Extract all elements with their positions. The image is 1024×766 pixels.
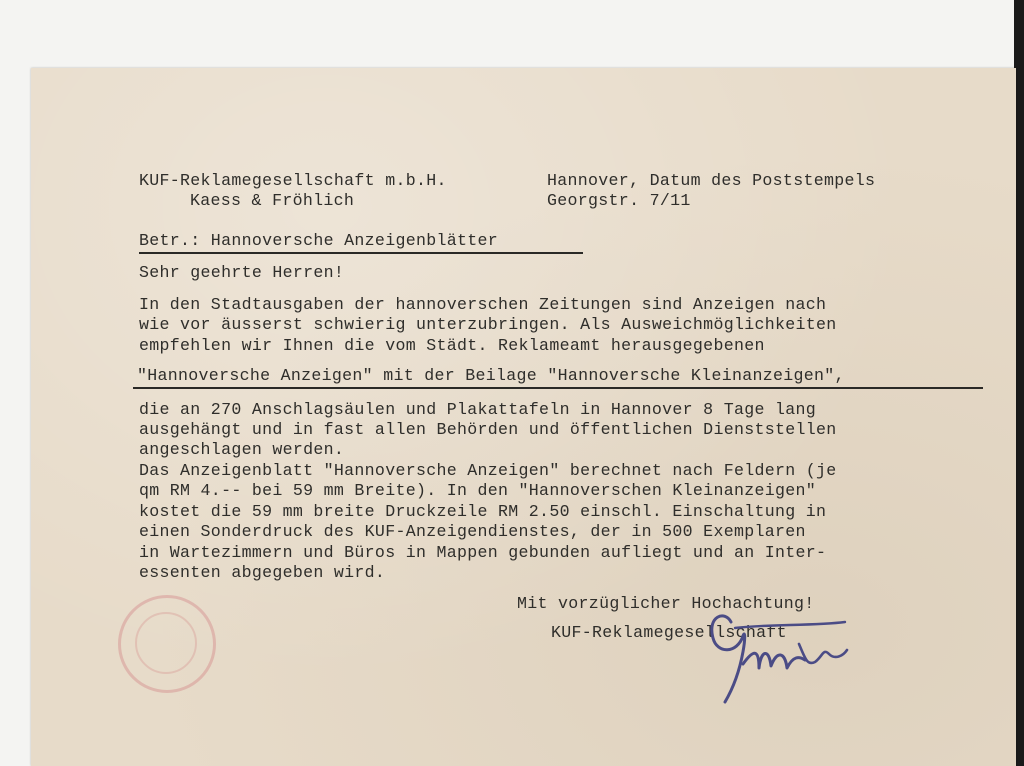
faded-stamp	[118, 595, 216, 693]
body-line: In den Stadtausgaben der hannoverschen Zeitungen sind Anzeigen nach	[139, 295, 827, 314]
body-line: in Wartezimmern und Büros in Mappen gebunden aufliegt und an Inter-	[139, 543, 827, 562]
body-line: qm RM 4.-- bei 59 mm Breite). In den "Hannoverschen Kleinanzeigen"	[139, 481, 817, 500]
place-date-line: Hannover, Datum des Poststempels	[547, 171, 876, 190]
sender-company-line: KUF-Reklamegesellschaft m.b.H.	[139, 171, 447, 190]
body-line: ausgehängt und in fast allen Behörden und öffentlichen Dienststellen	[139, 420, 837, 439]
body-line: empfehlen wir Ihnen die vom Städt. Reklameamt herausgegebenen	[139, 336, 765, 355]
body-line: die an 270 Anschlagsäulen und Plakattafeln in Hannover 8 Tage lang	[139, 400, 817, 419]
closing-phrase: Mit vorzüglicher Hochachtung!	[517, 594, 815, 613]
body-line: essenten abgegeben wird.	[139, 563, 386, 582]
body-line: einen Sonderdruck des KUF-Anzeigendienstes, der in 500 Exemplaren	[139, 522, 806, 541]
salutation: Sehr geehrte Herren!	[139, 263, 345, 282]
body-line: angeschlagen werden.	[139, 440, 345, 459]
highlight-line: "Hannoversche Anzeigen" mit der Beilage "Hannoversche Kleinanzeigen",	[137, 366, 845, 385]
subject-line: Betr.: Hannoversche Anzeigenblätter	[139, 231, 499, 250]
street-address-line: Georgstr. 7/11	[547, 191, 691, 210]
body-line: kostet die 59 mm breite Druckzeile RM 2.50 einschl. Einschaltung in	[139, 502, 827, 521]
sender-owners-line: Kaess & Fröhlich	[190, 191, 355, 210]
body-line: Das Anzeigenblatt "Hannoversche Anzeigen" berechnet nach Feldern (je	[139, 461, 837, 480]
body-line: wie vor äusserst schwierig unterzubringen. Als Ausweichmöglichkeiten	[139, 315, 837, 334]
subject-underline	[139, 252, 583, 254]
signature-company: KUF-Reklamegesellschaft	[551, 623, 787, 642]
highlight-underline	[133, 387, 983, 389]
handwritten-signature	[695, 598, 865, 713]
